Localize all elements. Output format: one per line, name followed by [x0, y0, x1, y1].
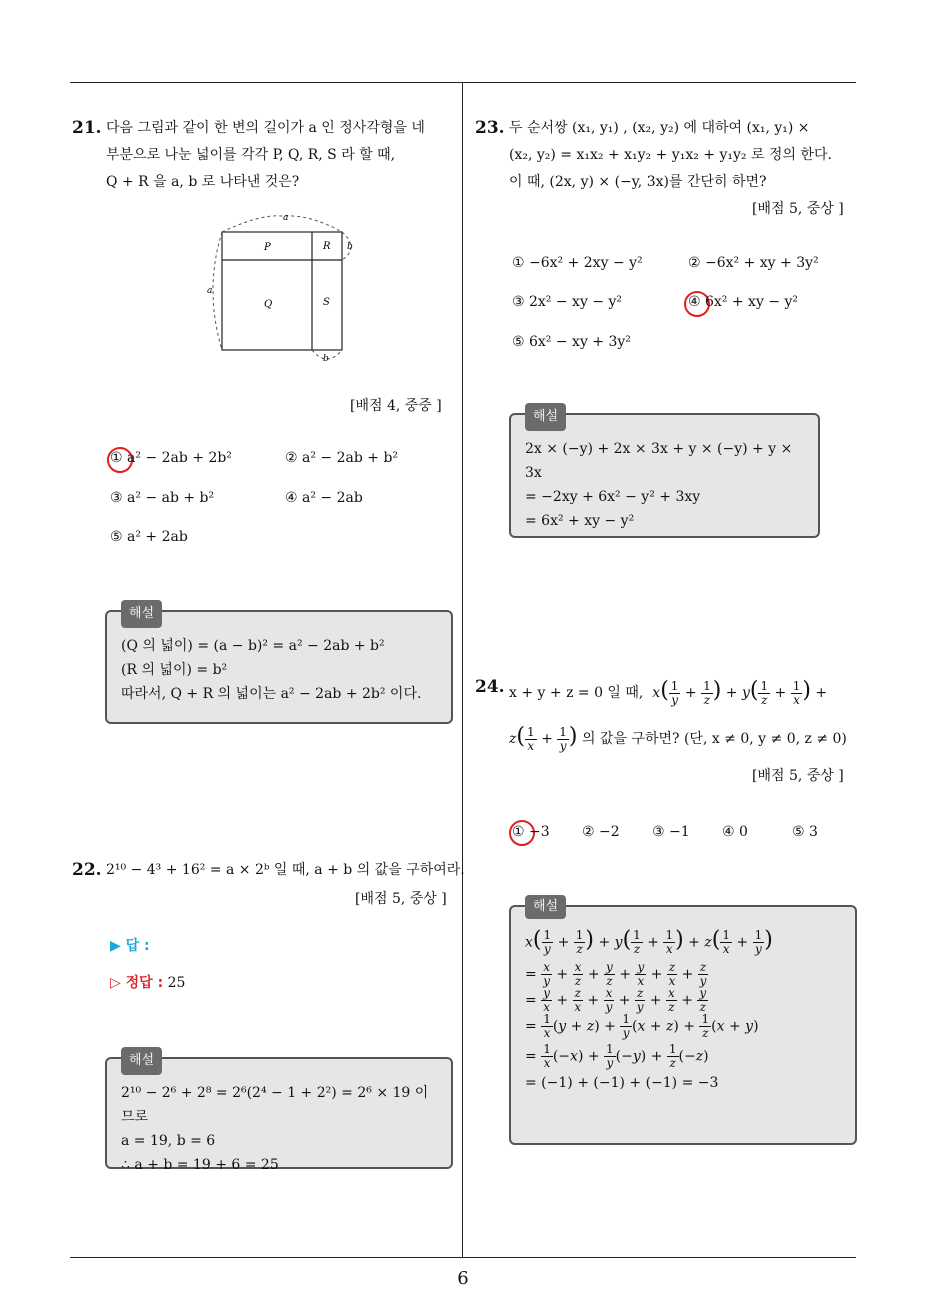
q22-score: [배점 5, 중상 ] — [355, 891, 447, 907]
q21-explanation-box — [105, 606, 453, 724]
q23-explain-line3: = 6x² + xy − y² — [525, 513, 635, 529]
q23-option-1[interactable]: ① −6x² + 2xy − y² — [512, 255, 643, 271]
q24-explanation-box — [509, 899, 857, 1145]
q23-line3: 이 때, (2x, y) × (−y, 3x)를 간단히 하면? — [509, 174, 767, 190]
q21-label-a-top: a — [283, 213, 289, 223]
bottom-rule — [70, 1257, 856, 1258]
q24-number: 24. — [475, 677, 505, 697]
q24-expression-line2: z( $\frac{1}{x}$ + $\frac{1}{y}$ ) 의 값을 구하면? (단, x ≠ 0, y ≠ 0, z ≠ 0) — [509, 724, 847, 753]
q21-text — [106, 115, 456, 196]
q24-explain-line3: = $\frac{y}{x}$ + $\frac{z}{x}$ + $\frac{x}{y}$ + $\frac{z}{y}$ + $\frac{x}{z}$ + $\frac{y}{z}$ — [525, 986, 707, 1014]
q23-line1: 두 순서쌍 (x₁, y₁) , (x₂, y₂) 에 대하여 (x₁, y₁) × — [509, 120, 810, 136]
q24-explain-line4: = $\frac{1}{x}$ (y + z) + $\frac{1}{y}$ (x + z) + $\frac{1}{z}$ (x + y) — [525, 1012, 759, 1040]
q21-label-P: P — [264, 242, 271, 253]
q24-condition: x + y + z = 0 일 때, — [509, 685, 644, 701]
q23-line2: (x₂, y₂) = x₁x₂ + x₁y₂ + y₁x₂ + y₁y₂ 로 정의 한다. — [509, 147, 832, 163]
top-rule — [70, 82, 856, 83]
q23-text — [509, 115, 859, 196]
q21-number: 21. — [72, 118, 102, 138]
q24-explain-line5: = $\frac{1}{x}$ (−x) + $\frac{1}{y}$ (−y) + $\frac{1}{z}$ (−z) — [525, 1042, 709, 1070]
q21-line1: 다음 그림과 같이 한 변의 길이가 a 인 정사각형을 네 — [106, 120, 425, 136]
q22-explain-line3: ∴ a + b = 19 + 6 = 25 — [121, 1157, 279, 1173]
q23-explain-line2: = −2xy + 6x² − y² + 3xy — [525, 489, 701, 505]
q24-score: [배점 5, 중상 ] — [752, 768, 844, 784]
q24-option-5[interactable]: ⑤ 3 — [792, 824, 818, 840]
column-divider — [462, 82, 463, 1257]
q21-option-2[interactable]: ② a² − 2ab + b² — [285, 450, 399, 466]
page-number: 6 — [457, 1268, 469, 1289]
q22-correct-label: ▷ 정답 : — [110, 975, 164, 991]
q24-explain-line6: = (−1) + (−1) + (−1) = −3 — [525, 1075, 719, 1091]
q22-number: 22. — [72, 860, 102, 880]
q24-expression-line1: x + y + z = 0 일 때, x( $\frac{1}{y}$ + $\frac{1}{z}$ ) + y( $\frac{1}{z}$ + $\frac{1}{x}$ ) + — [509, 678, 828, 707]
q24-explain-line1: x( $\frac{1}{y}$ + $\frac{1}{z}$ ) + y( $\frac{1}{z}$ + $\frac{1}{x}$ ) + z( $\frac{1}{x}$ + $\frac{1}{y}$ ) — [525, 927, 773, 956]
q22-explain-line1: 2¹⁰ − 2⁶ + 2⁸ = 2⁶(2⁴ − 1 + 2²) = 2⁶ × 19 이므로 — [121, 1085, 429, 1125]
q23-explanation-tag: 해설 — [525, 403, 566, 431]
q21-label-b-bottom: b — [323, 354, 329, 364]
q21-label-a-left: a — [207, 286, 213, 296]
q21-option-1[interactable]: ① a² − 2ab + 2b² — [110, 450, 232, 466]
q21-explain-line3: 따라서, Q + R 의 넓이는 a² − 2ab + 2b² 이다. — [121, 686, 422, 702]
q23-option-4[interactable]: ④ 6x² + xy − y² — [688, 294, 799, 310]
q23-option-2[interactable]: ② −6x² + xy + 3y² — [688, 255, 819, 271]
q21-label-b-right: b — [347, 242, 353, 252]
q21-option-5[interactable]: ⑤ a² + 2ab — [110, 529, 188, 545]
q21-explanation-tag: 해설 — [121, 600, 162, 628]
q23-explain-line1: 2x × (−y) + 2x × 3x + y × (−y) + y × 3x — [525, 441, 793, 481]
q22-explain-line2: a = 19, b = 6 — [121, 1133, 216, 1149]
q21-option-3[interactable]: ③ a² − ab + b² — [110, 490, 215, 506]
q24-option-4[interactable]: ④ 0 — [722, 824, 748, 840]
q21-label-S: S — [323, 297, 330, 308]
q24-term-x: x — [647, 685, 661, 701]
q22-correct-answer — [110, 972, 185, 992]
q24-option-3[interactable]: ③ −1 — [652, 824, 690, 840]
q24-condition2: 의 값을 구하면? (단, x ≠ 0, y ≠ 0, z ≠ 0) — [581, 731, 847, 747]
q23-option-5[interactable]: ⑤ 6x² − xy + 3y² — [512, 334, 631, 350]
q21-line2: 부분으로 나눈 넓이를 각각 P, Q, R, S 라 할 때, — [106, 147, 396, 163]
q23-option-3[interactable]: ③ 2x² − xy − y² — [512, 294, 623, 310]
q22-explanation-box — [105, 1053, 453, 1173]
q21-label-Q: Q — [264, 299, 273, 310]
q23-score: [배점 5, 중상 ] — [752, 201, 844, 217]
q24-option-2[interactable]: ② −2 — [582, 824, 620, 840]
q22-explanation-tag: 해설 — [121, 1047, 162, 1075]
q23-number: 23. — [475, 118, 505, 138]
q22-text: 2¹⁰ − 4³ + 16² = a × 2ᵇ 일 때, a + b 의 값을 구하여라. — [106, 862, 465, 878]
q23-explanation-box — [509, 409, 820, 538]
q24-frac-1z: $\frac{1}{z}$ — [703, 678, 711, 707]
q24-explanation-tag: 해설 — [525, 895, 566, 919]
q21-explain-line2: (R 의 넓이) = b² — [121, 662, 228, 678]
q22-correct-value: 25 — [167, 975, 186, 991]
q24-frac-1y: $\frac{1}{y}$ — [670, 678, 679, 707]
q24-option-1[interactable]: ① −3 — [512, 824, 550, 840]
q21-line3: Q + R 을 a, b 로 나타낸 것은? — [106, 174, 300, 190]
q21-option-4[interactable]: ④ a² − 2ab — [285, 490, 363, 506]
q22-answer-label: ▶ 답 : — [110, 938, 150, 954]
q21-square-figure — [200, 210, 370, 370]
q21-label-R: R — [323, 241, 331, 252]
q24-explain-line2: = $\frac{x}{y}$ + $\frac{x}{z}$ + $\frac{y}{z}$ + $\frac{y}{x}$ + $\frac{z}{x}$ + $\frac{z}{y}$ — [525, 960, 707, 988]
q21-explain-line1: (Q 의 넓이) = (a − b)² = a² − 2ab + b² — [121, 638, 385, 654]
q21-score: [배점 4, 중중 ] — [350, 398, 442, 414]
